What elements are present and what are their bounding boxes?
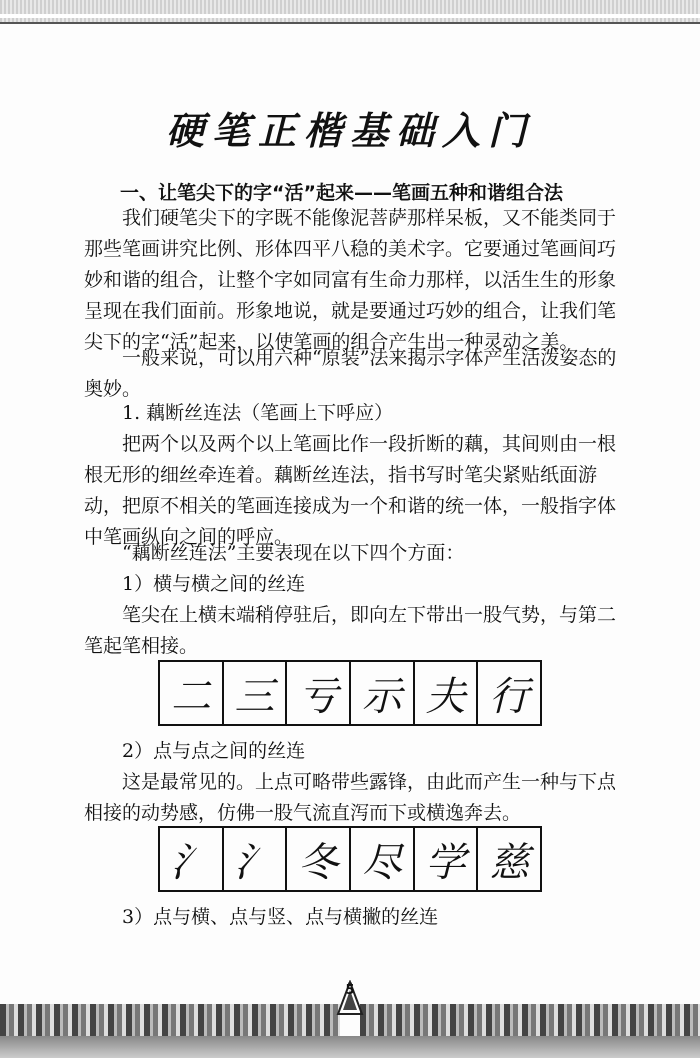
section-heading: 一、让笔尖下的字“活”起来——笔画五种和谐组合法: [120, 182, 563, 204]
example-char: 亏: [287, 662, 351, 724]
paragraph-methods: 一般来说，可以用六种“原装”法来揭示字体产生活泼姿态的奥妙。: [84, 347, 617, 400]
page-number: 5: [345, 983, 355, 998]
footer-pattern-left: [0, 1004, 340, 1036]
example-row-horizontal: [158, 660, 542, 726]
example-char: 行: [489, 673, 530, 720]
page-title: 硬笔正楷基础入门: [165, 108, 534, 153]
item-heading-1: 1. 藕断丝连法（笔画上下呼应）: [122, 402, 394, 424]
example-char: 夫: [415, 662, 479, 724]
paragraph-dots: 这是最常见的。上点可略带些露锋，由此而产生一种与下点相接的动势感，仿佛一股气流直泻而下或横逸奔去。: [84, 771, 617, 824]
example-char: 冬: [287, 828, 351, 890]
footer-decoration: [0, 968, 700, 1058]
paragraph-intro: 我们硬笔尖下的字既不能像泥菩萨那样呆板，又不能类同于那些笔画讲究比例、形体四平八稳的美术字。它要通过笔画间巧妙和谐的组合，让整个字如同富有生命力那样，以活生生的形象呈现在我们面前。形象地说，就是要通过巧妙的组合，让我们笔尖下的字“活”起来，以使笔画的组合产生出一种灵动之美。: [84, 207, 617, 353]
paragraph-four-aspects: “藕断丝连法”主要表现在以下四个方面：: [122, 542, 465, 564]
example-char: 氵: [224, 828, 288, 890]
footer-pattern-right: [360, 1004, 700, 1036]
example-char: 慈: [489, 839, 530, 886]
subheading-dot-stroke: 3）点与横、点与竖、点与横撇的丝连: [122, 906, 439, 928]
footer-base: [0, 1036, 700, 1058]
top-decorative-band: [0, 0, 700, 24]
example-char: 氵: [160, 828, 224, 890]
example-char: 尽: [351, 828, 415, 890]
example-char: 学: [415, 828, 479, 890]
example-char: 三: [224, 662, 288, 724]
example-row-dots: [158, 826, 542, 892]
paragraph-definition: 把两个以及两个以上笔画比作一段折断的藕，其间则由一根根无形的细丝牵连着。藕断丝连法，指书写时笔尖紧贴纸面游动，把原不相关的笔画连接成为一个和谐的统一体，一般指字体中笔画纵向之间的呼应。: [84, 433, 617, 548]
subheading-horizontal: 1）横与横之间的丝连: [122, 573, 306, 595]
example-char: 二: [160, 662, 224, 724]
example-char: 示: [351, 662, 415, 724]
paragraph-horizontal: 笔尖在上横末端稍停驻后，即向左下带出一股气势，与第二笔起笔相接。: [84, 604, 617, 657]
subheading-dots: 2）点与点之间的丝连: [122, 740, 306, 762]
